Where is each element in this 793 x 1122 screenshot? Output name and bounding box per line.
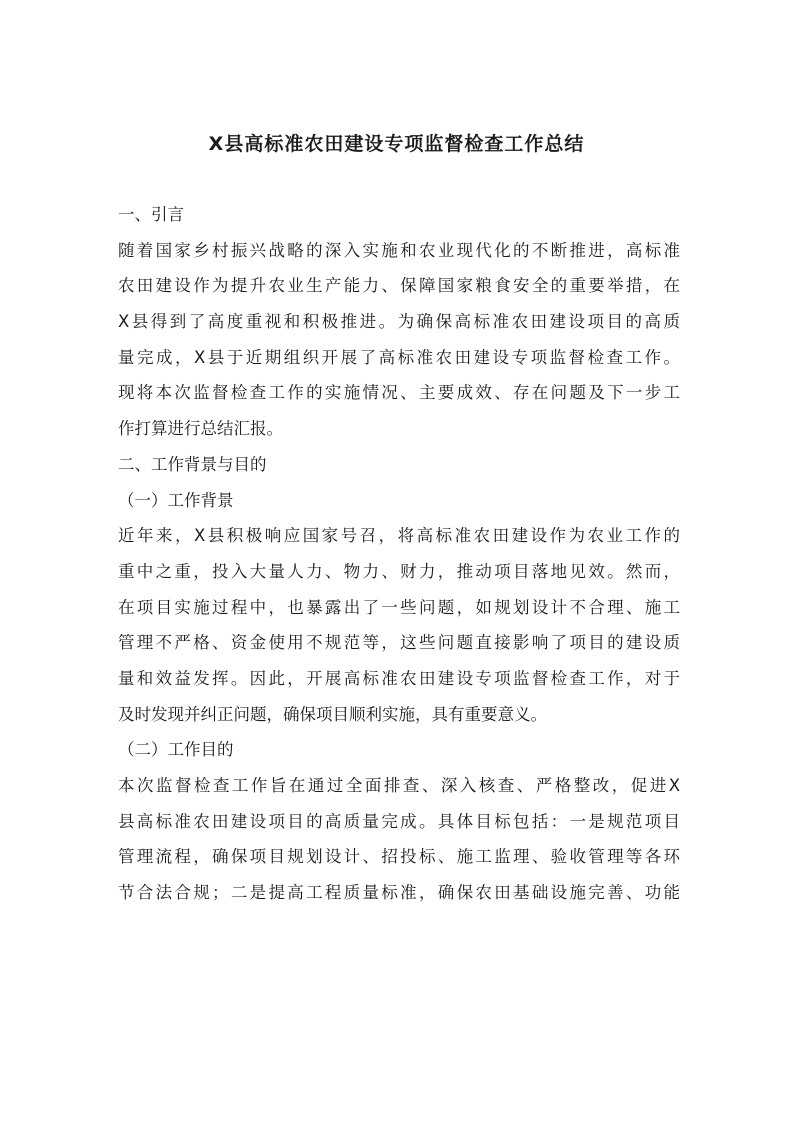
text-line: 县高标准农田建设项目的高质量完成。具体目标包括：一是规范项目	[118, 811, 680, 831]
text-line: 在项目实施过程中，也暴露出了一些问题，如规划设计不合理、施工	[118, 597, 680, 617]
text-line: 本次监督检查工作旨在通过全面排查、深入核查、严格整改，促进X	[118, 776, 680, 795]
text-line: 量完成，X县于近期组织开展了高标准农田建设专项监督检查工作。	[118, 347, 680, 367]
text-line: 现将本次监督检查工作的实施情况、主要成效、存在问题及下一步工	[118, 383, 680, 403]
document-title: X县高标准农田建设专项监督检查工作总结	[208, 133, 585, 155]
text-line: 二、工作背景与目的	[118, 454, 267, 474]
document-body	[118, 197, 680, 911]
text-line: 量和效益发挥。因此，开展高标准农田建设专项监督检查工作，对于	[118, 668, 680, 688]
text-line: 作打算进行总结汇报。	[118, 419, 283, 439]
text-line: 一、引言	[118, 205, 184, 224]
text-line: 重中之重，投入大量人力、物力、财力，推动项目落地见效。然而，	[118, 561, 680, 581]
text-line: 及时发现并纠正问题，确保项目顺利实施，具有重要意义。	[118, 704, 547, 724]
text-line: X县得到了高度重视和积极推进。为确保高标准农田建设项目的高质	[118, 312, 680, 332]
text-line: （一）工作背景	[118, 490, 234, 510]
text-line: 管理不严格、资金使用不规范等，这些问题直接影响了项目的建设质	[118, 633, 680, 653]
text-line: 节合法合规；二是提高工程质量标准，确保农田基础设施完善、功能	[118, 883, 680, 903]
text-line: （二）工作目的	[118, 740, 234, 760]
text-line: 随着国家乡村振兴战略的深入实施和农业现代化的不断推进，高标准	[118, 240, 680, 260]
text-line: 近年来，X县积极响应国家号召，将高标准农田建设作为农业工作的	[118, 526, 680, 546]
text-line: 管理流程，确保项目规划设计、招投标、施工监理、验收管理等各环	[118, 847, 680, 867]
text-line: 农田建设作为提升农业生产能力、保障国家粮食安全的重要举措，在	[118, 276, 680, 296]
